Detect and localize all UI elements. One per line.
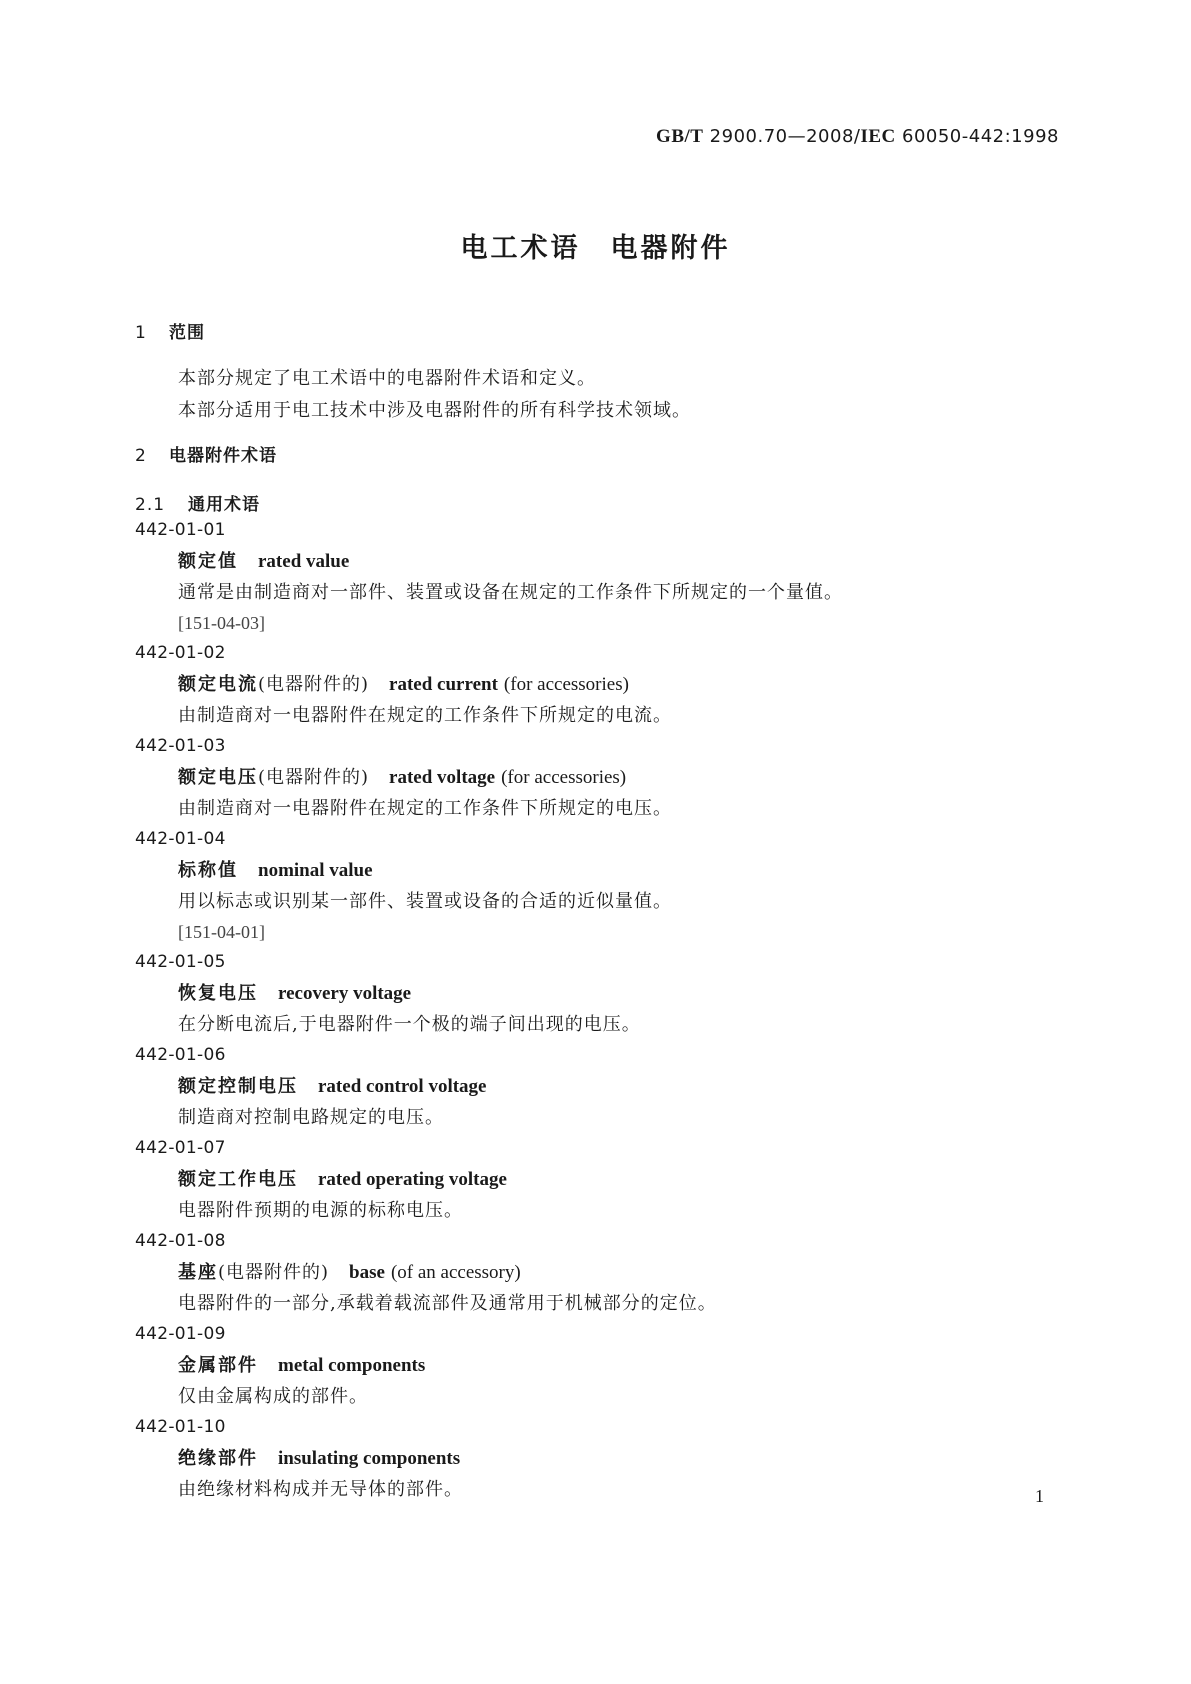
- term-entries-list: [135, 515, 1065, 1505]
- term-definition: 由绝缘材料构成并无导体的部件。: [178, 1479, 463, 1500]
- term-heading: [135, 1443, 1065, 1474]
- term-code: 442-01-01: [135, 520, 226, 540]
- term-chinese: 金属部件: [178, 1355, 258, 1376]
- term-code: 442-01-03: [135, 736, 226, 756]
- term-chinese-qualifier: (电器附件的): [258, 674, 370, 695]
- term-definition: 电器附件预期的电源的标称电压。: [178, 1200, 463, 1221]
- term-chinese-qualifier: (电器附件的): [258, 767, 370, 788]
- scope-line-2: 本部分适用于电工技术中涉及电器附件的所有科学技术领域。: [178, 400, 691, 421]
- term-code: 442-01-10: [135, 1417, 226, 1437]
- section-2-1-heading: 2.1 通用术语: [135, 495, 260, 515]
- term-chinese: 额定值: [178, 551, 238, 572]
- term-english: rated voltage: [389, 767, 496, 788]
- term-english: nominal value: [258, 860, 373, 881]
- term-chinese: 额定控制电压: [178, 1076, 298, 1097]
- term-entry: [135, 1412, 1065, 1505]
- term-entry: [135, 1226, 1065, 1319]
- term-definition: 仅由金属构成的部件。: [178, 1386, 368, 1407]
- term-definition: 通常是由制造商对一部件、装置或设备在规定的工作条件下所规定的一个量值。: [178, 582, 843, 603]
- term-heading: [135, 546, 1065, 577]
- section-2-heading: 2 电器附件术语: [135, 446, 277, 466]
- term-entry: [135, 824, 1065, 947]
- term-heading: [135, 669, 1065, 700]
- term-reference: [151-04-01]: [178, 922, 265, 942]
- term-code: 442-01-05: [135, 952, 226, 972]
- section-1-heading: 1 范围: [135, 323, 205, 343]
- standard-number: GB/T 2900.70—2008/IEC 60050-442:1998: [656, 126, 1059, 147]
- term-heading: [135, 855, 1065, 886]
- term-code: 442-01-07: [135, 1138, 226, 1158]
- term-definition: 用以标志或识别某一部件、装置或设备的合适的近似量值。: [178, 891, 672, 912]
- term-english: rated control voltage: [318, 1076, 487, 1097]
- term-heading: [135, 1350, 1065, 1381]
- term-english: rated operating voltage: [318, 1169, 507, 1190]
- term-entry: [135, 638, 1065, 731]
- term-chinese: 恢复电压: [178, 983, 258, 1004]
- term-chinese: 额定电流: [178, 674, 258, 695]
- term-heading: [135, 978, 1065, 1009]
- term-english: rated value: [258, 551, 350, 572]
- term-entry: [135, 1040, 1065, 1133]
- term-reference: [151-04-03]: [178, 613, 265, 633]
- term-english-qualifier: (of an accessory): [390, 1262, 521, 1283]
- term-chinese-qualifier: (电器附件的): [218, 1262, 330, 1283]
- term-chinese: 标称值: [178, 860, 238, 881]
- term-code: 442-01-02: [135, 643, 226, 663]
- term-entry: [135, 731, 1065, 824]
- term-entry: [135, 1133, 1065, 1226]
- term-code: 442-01-09: [135, 1324, 226, 1344]
- page-number: 1: [1035, 1486, 1044, 1506]
- term-english: metal components: [278, 1355, 426, 1376]
- term-definition: 制造商对控制电路规定的电压。: [178, 1107, 444, 1128]
- scope-line-1: 本部分规定了电工术语中的电器附件术语和定义。: [178, 368, 596, 389]
- term-definition: 由制造商对一电器附件在规定的工作条件下所规定的电压。: [178, 798, 672, 819]
- document-body: [135, 318, 1065, 1505]
- term-english: insulating components: [278, 1448, 461, 1469]
- term-english-qualifier: (for accessories): [501, 767, 627, 788]
- term-chinese: 基座: [178, 1262, 218, 1283]
- term-definition: 由制造商对一电器附件在规定的工作条件下所规定的电流。: [178, 705, 672, 726]
- term-entry: [135, 1319, 1065, 1412]
- term-heading: [135, 762, 1065, 793]
- term-heading: [135, 1071, 1065, 1102]
- term-code: 442-01-06: [135, 1045, 226, 1065]
- term-english: rated current: [389, 674, 498, 695]
- term-chinese: 额定电压: [178, 767, 258, 788]
- term-chinese: 额定工作电压: [178, 1169, 298, 1190]
- term-entry: [135, 515, 1065, 638]
- scope-paragraph: [135, 363, 1065, 427]
- term-definition: 电器附件的一部分,承载着载流部件及通常用于机械部分的定位。: [178, 1293, 717, 1314]
- term-english: recovery voltage: [278, 983, 412, 1004]
- document-title: 电工术语 电器附件: [460, 233, 731, 264]
- term-definition: 在分断电流后,于电器附件一个极的端子间出现的电压。: [178, 1014, 641, 1035]
- term-english-qualifier: (for accessories): [503, 674, 629, 695]
- term-english: base: [349, 1262, 385, 1283]
- term-code: 442-01-08: [135, 1231, 226, 1251]
- term-heading: [135, 1257, 1065, 1288]
- term-heading: [135, 1164, 1065, 1195]
- term-code: 442-01-04: [135, 829, 226, 849]
- term-entry: [135, 947, 1065, 1040]
- term-chinese: 绝缘部件: [178, 1448, 258, 1469]
